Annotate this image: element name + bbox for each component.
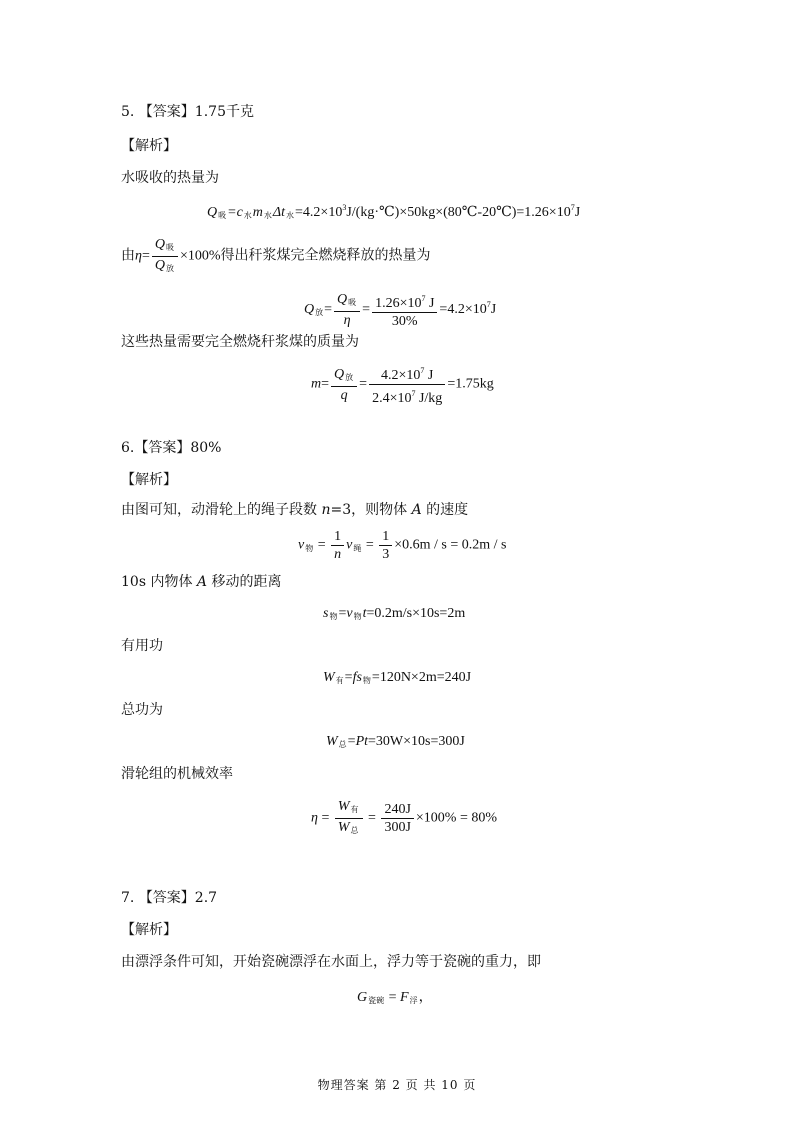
q6-equation-efficiency: η = $\frac{W_有}{W_总}$ = $\frac{240J}{300J}$ ×100% = 80% [311, 799, 498, 835]
q5-analysis-label: 【解析】 [121, 138, 177, 154]
q5-efficiency-line: 由η= $\frac{Q_吸}{Q_放}$ ×100%得出秆浆煤完全燃烧释放的热量为 [121, 236, 431, 277]
q7-equation-buoyancy: $G_{瓷碗} = F_浮$， [357, 990, 433, 1005]
q5-text-3: 这些热量需要完全燃烧秆浆煤的质量为 [121, 334, 359, 350]
q6-text-2: 10s 内物体 A 移动的距离 [121, 574, 282, 590]
q6-equation-velocity: $v_物$ = $\frac{1}{n}$ $v_绳$ = $\frac{1}{3}$ ×0.6m / s = 0.2m / s [298, 529, 507, 562]
q6-text-4: 总功为 [121, 702, 163, 718]
q6-text-3: 有用功 [121, 638, 163, 654]
q6-analysis-label: 【解析】 [121, 472, 177, 488]
page-footer: 物理答案 第 2 页 共 10 页 [317, 1078, 477, 1092]
q6-heading: 6.【答案】80% [121, 440, 222, 456]
q5-efficiency-fraction: $\frac{Q_吸}{Q_放}$ [152, 236, 178, 277]
q5-equation-heat-released: $Q_放=$ $\frac{Q_吸}{\eta}$ = $\frac{1.26\times 10^7 J}{30\%}$ $=4.2\times 10^7J$ [304, 292, 497, 329]
q6-equation-distance: $s_物=v_物t=0.2m/s\times 10s=2m$ [323, 606, 466, 621]
q5-equation-mass: m= $\frac{Q_放}{q}$ = $\frac{4.2\times 10^7 J}{2.4\times 10^7 J/kg}$ =1.75kg [311, 362, 494, 407]
q6-equation-useful-work: $W_有=fs_物=120N\times 2m=240J$ [323, 670, 472, 685]
q7-analysis-label: 【解析】 [121, 922, 177, 938]
q6-text-5: 滑轮组的机械效率 [121, 766, 233, 782]
q6-text-1: 由图可知，动滑轮上的绳子段数 n=3，则物体 A 的速度 [121, 502, 469, 518]
q5-text-1: 水吸收的热量为 [121, 170, 219, 186]
q5-equation-heat-absorbed: $Q_吸=c_水m_水\Delta t_水=4.2\times 10^3J/(kg\cdot℃)\times 50kg\times(80℃-20℃)=1.26\times 10^7J$ [207, 203, 581, 220]
q6-equation-total-work: $W_总=Pt=30W\times 10s=300J$ [326, 734, 465, 749]
q7-heading: 7. 【答案】2.7 [121, 890, 218, 906]
q5-heading: 5. 【答案】1.75千克 [121, 104, 254, 120]
q7-text-1: 由漂浮条件可知，开始瓷碗漂浮在水面上，浮力等于瓷碗的重力，即 [121, 954, 541, 970]
